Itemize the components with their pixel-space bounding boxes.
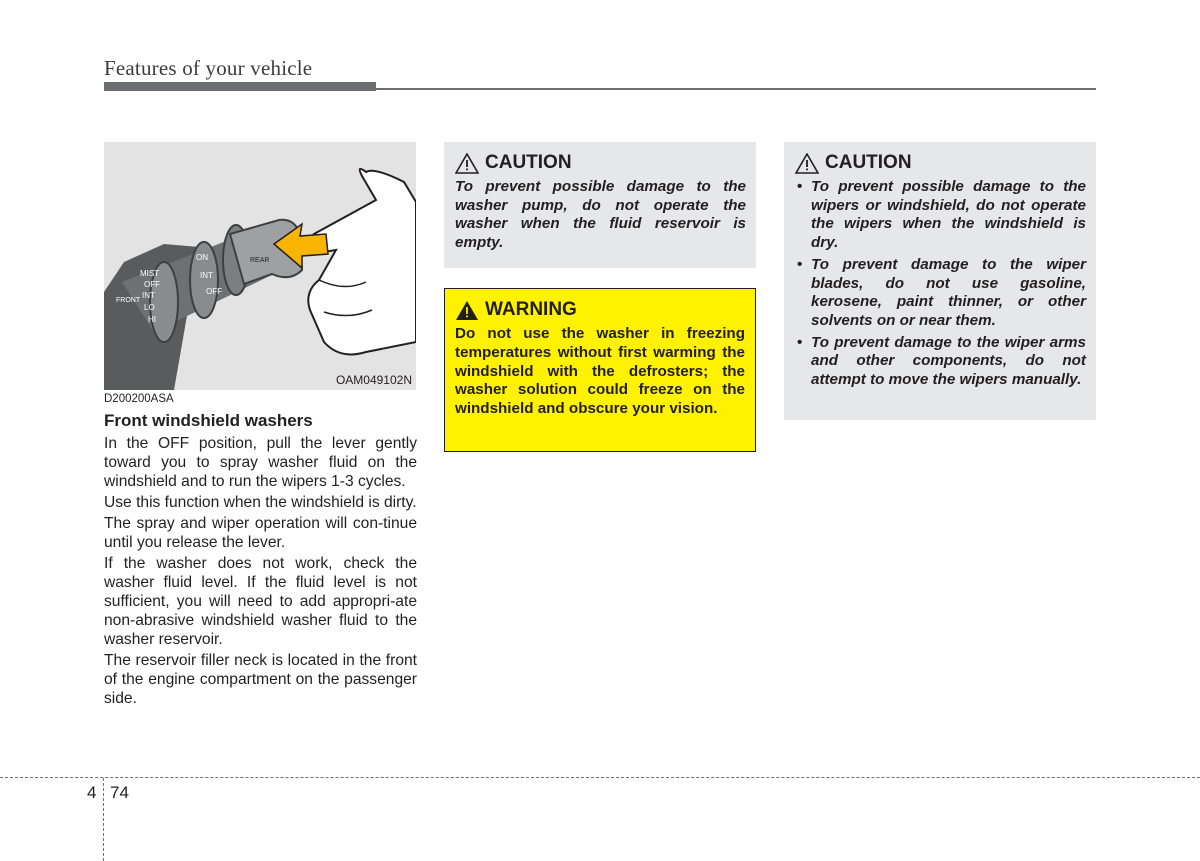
section-ref-code: D200200ASA	[104, 393, 174, 405]
page-header-title: Features of your vehicle	[104, 56, 313, 80]
list-item-text: To prevent possible damage to the wipers or windshield, do not operate the wipers when the windshield is dry.	[811, 178, 1086, 252]
list-item	[795, 334, 1086, 390]
wiper-lever-drawing	[104, 142, 416, 390]
caution-text: To prevent possible damage to the washer pump, do not operate the washer when the fluid reservoir is empty.	[455, 178, 746, 252]
figure-label: REAR	[250, 257, 270, 264]
figure-label: INT	[200, 271, 213, 280]
figure-label: ON	[196, 253, 208, 262]
figure-label: INT	[142, 291, 155, 300]
list-item	[795, 256, 1086, 331]
figure-label: HI	[148, 315, 156, 324]
figure-label: MIST	[140, 269, 160, 278]
header-rule-thick	[104, 82, 376, 91]
caution-heading	[455, 152, 746, 174]
page-chapter-number: 4	[87, 783, 97, 802]
warning-triangle-icon	[455, 300, 479, 321]
caution-box	[444, 142, 756, 268]
caution-triangle-icon	[795, 153, 819, 174]
header-rule-thin	[376, 88, 1096, 90]
footer-dashed-rule	[0, 777, 1200, 778]
warning-box	[444, 288, 756, 452]
caution-heading-text: CAUTION	[485, 152, 572, 173]
body-paragraph: In the OFF position, pull the lever gently toward you to spray washer fluid on the windshield and to run the wipers 1-3 cycles.	[104, 435, 417, 490]
wiper-lever-illustration	[104, 142, 416, 390]
bullet-icon: •	[797, 333, 803, 351]
figure-code: OAM049102N	[335, 373, 412, 387]
section-title: Front windshield washers	[104, 411, 313, 430]
figure-label: LO	[144, 303, 155, 312]
caution-triangle-icon	[455, 153, 479, 174]
footer-vertical-rule	[103, 778, 104, 861]
figure-label: FRONT	[116, 297, 141, 304]
list-item-text: To prevent damage to the wiper arms and other components, do not attempt to move the wipers manually.	[811, 333, 1086, 389]
bullet-icon: •	[797, 255, 803, 273]
caution-box-list	[784, 142, 1096, 420]
page-number: 74	[110, 783, 129, 802]
body-paragraph: If the washer does not work, check the washer fluid level. If the fluid level is not sufficient, you will need to add appropri-ate non-abrasive windshield washer fluid to the washer reservoir.	[104, 555, 417, 648]
main-section	[104, 393, 417, 710]
body-paragraph: Use this function when the windshield is dirty.	[104, 494, 417, 511]
warning-heading-text: WARNING	[485, 299, 577, 320]
caution-bullet-list	[795, 178, 1086, 390]
list-item	[795, 178, 1086, 253]
list-item-text: To prevent damage to the wiper blades, do not use gasoline, kerosene, paint thinner, or other solvents on or near them.	[811, 255, 1086, 329]
figure-label: OFF	[144, 280, 160, 289]
caution-heading-text: CAUTION	[825, 152, 912, 173]
caution-heading	[795, 152, 1086, 174]
hand-shape	[308, 169, 416, 355]
body-paragraph: The reservoir filler neck is located in the front of the engine compartment on the passenger side.	[104, 652, 417, 707]
figure-label: OFF	[206, 287, 222, 296]
warning-heading	[455, 299, 745, 321]
warning-text: Do not use the washer in freezing temperatures without first warming the windshield with the defrosters; the washer solution could freeze on the windshield and obscure your vision.	[455, 325, 745, 418]
body-paragraph: The spray and wiper operation will con-tinue until you release the lever.	[104, 515, 417, 551]
bullet-icon: •	[797, 178, 803, 195]
